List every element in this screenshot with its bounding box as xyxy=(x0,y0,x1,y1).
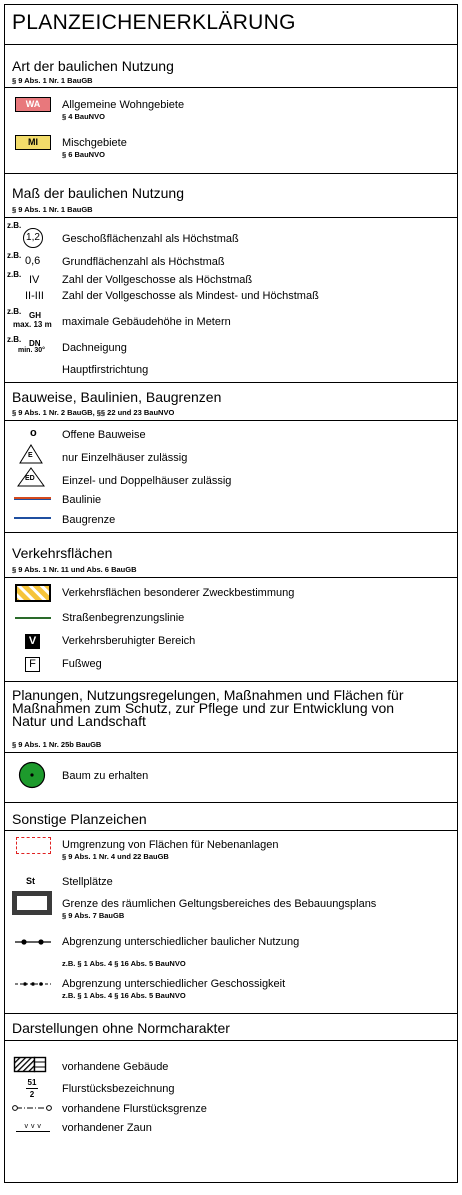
zb-label: z.B. xyxy=(7,270,22,279)
section-law-bauweise: § 9 Abs. 1 Nr. 2 BauGB, §§ 22 und 23 BauNVO xyxy=(12,408,175,417)
dn-symbol: DN xyxy=(29,339,41,348)
legend-item-geltungsbereich xyxy=(62,898,376,920)
zb-label: z.B. xyxy=(7,251,22,260)
vollgeschosse-range-symbol: II-III xyxy=(25,290,44,302)
wa-symbol: WA xyxy=(15,97,51,112)
legend-label-flurstuecksgrenze: vorhandene Flurstücksgrenze xyxy=(62,1103,207,1115)
legend-item-mi xyxy=(62,137,127,159)
divider xyxy=(4,173,458,174)
section-heading-sonstige: Sonstige Planzeichen xyxy=(12,811,147,827)
legend-title: PLANZEICHENERKLÄRUNG xyxy=(12,11,296,34)
legend-sublabel: § 4 BauNVO xyxy=(62,112,105,121)
strassenbegrenzung-line xyxy=(15,617,51,619)
divider xyxy=(4,532,458,533)
legend-label-vollgeschosse: Zahl der Vollgeschosse als Höchstmaß xyxy=(62,274,253,286)
legend-label-nutzungsgrenze: Abgrenzung unterschiedlicher baulicher Nutzung xyxy=(62,936,300,948)
legend-label-hauptfirstrichtung: Hauptfirstrichtung xyxy=(62,364,149,376)
legend-label-gfz: Geschoßflächenzahl als Höchstmaß xyxy=(62,233,239,245)
divider xyxy=(4,420,458,421)
section-heading-ohne-norm: Darstellungen ohne Normcharakter xyxy=(12,1020,230,1036)
legend-label-dachneigung: Dachneigung xyxy=(62,342,127,354)
nutzungsgrenze-line-icon xyxy=(14,937,52,947)
section-heading-mass: Maß der baulichen Nutzung xyxy=(12,185,184,201)
legend-label-gebaeudehoehe: maximale Gebäudehöhe in Metern xyxy=(62,316,231,328)
dn-symbol-sub: min. 30° xyxy=(18,347,45,354)
nebenanlagen-dashed-icon xyxy=(16,837,51,854)
section-law-art: § 9 Abs. 1 Nr. 1 BauGB xyxy=(12,76,93,85)
fussweg-symbol: F xyxy=(25,657,40,672)
legend-sublabel: § 9 Abs. 1 Nr. 4 und 22 BauGB xyxy=(62,852,169,861)
zb-label: z.B. xyxy=(7,307,22,316)
legend-label-gebaeude: vorhandene Gebäude xyxy=(62,1061,169,1073)
flurstuecksgrenze-line-icon xyxy=(12,1103,52,1113)
zb-label: z.B. xyxy=(7,221,22,230)
section-heading-verkehr: Verkehrsflächen xyxy=(12,545,113,561)
legend-sublabel: § 6 BauNVO xyxy=(62,150,105,159)
zb-label: z.B. xyxy=(7,335,22,344)
legend-label-doppelhaeuser: Einzel- und Doppelhäuser zulässig xyxy=(62,475,232,487)
doppelhaeuser-symbol: ED xyxy=(25,475,35,482)
baulinie-line-inner xyxy=(14,499,51,500)
zaun-symbol: v v v xyxy=(16,1123,50,1132)
section-law-mass: § 9 Abs. 1 Nr. 1 BauGB xyxy=(12,205,93,214)
verkehrsberuhigt-symbol: V xyxy=(25,634,40,649)
baugrenze-line xyxy=(14,517,51,519)
gfz-circle-symbol: 1,2 xyxy=(23,228,43,248)
legend-label: Grenze des räumlichen Geltungsbereiches des Bebauungsplans xyxy=(62,898,377,910)
legend-label-einzelhaeuser: nur Einzelhäuser zulässig xyxy=(62,452,188,464)
legend-label-fussweg: Fußweg xyxy=(62,658,102,670)
legend-label-vollgeschosse-range: Zahl der Vollgeschosse als Mindest- und Höchstmaß xyxy=(62,290,319,302)
legend-item-wa xyxy=(62,99,184,121)
section-law-natur: § 9 Abs. 1 Nr. 25b BauGB xyxy=(12,740,102,749)
section-heading-bauweise: Bauweise, Baulinien, Baugrenzen xyxy=(12,389,222,405)
section-law-verkehr: § 9 Abs. 1 Nr. 11 und Abs. 6 BauGB xyxy=(12,565,137,574)
divider xyxy=(4,752,458,753)
legend-label-stellplaetze: Stellplätze xyxy=(62,876,113,888)
legend-label-zaun: vorhandener Zaun xyxy=(62,1122,152,1134)
legend-label-flurstueck: Flurstücksbezeichnung xyxy=(62,1083,175,1095)
legend-label-strassenbegrenzung: Straßenbegrenzungslinie xyxy=(62,612,185,624)
flurstueck-number-top: 51 xyxy=(27,1078,37,1087)
legend-label-offene-bauweise: Offene Bauweise xyxy=(62,429,146,441)
legend-label-verkehrsflaeche: Verkehrsflächen besonderer Zweckbestimmung xyxy=(62,587,295,599)
legend-label-baugrenze: Baugrenze xyxy=(62,514,116,526)
divider xyxy=(4,87,458,88)
divider xyxy=(4,44,458,45)
legend-label-grz: Grundflächenzahl als Höchstmaß xyxy=(62,256,225,268)
divider xyxy=(4,217,458,218)
legend-label: Umgrenzung von Flächen für Nebenanlagen xyxy=(62,839,279,851)
stellplaetze-symbol: St xyxy=(26,876,35,886)
divider xyxy=(4,1013,458,1014)
gh-symbol: GH xyxy=(29,311,41,320)
legend-label: Allgemeine Wohngebiete xyxy=(62,99,185,111)
verkehrsflaeche-hatch-icon xyxy=(15,584,51,602)
legend-item-geschossigkeit xyxy=(62,978,285,1000)
flurstueck-number-bottom: 2 xyxy=(29,1090,35,1099)
gh-symbol-sub: max. 13 m xyxy=(13,320,52,329)
offene-bauweise-symbol: o xyxy=(30,427,37,439)
legend-label-baum: Baum zu erhalten xyxy=(62,770,149,782)
legend-item-nebenanlagen xyxy=(62,839,278,861)
legend-label-verkehrsberuhigt: Verkehrsberuhigter Bereich xyxy=(62,635,196,647)
legend-label: Abgrenzung unterschiedlicher Geschossigkeit xyxy=(62,978,286,990)
geltungsbereich-icon xyxy=(12,891,52,915)
mi-symbol: MI xyxy=(15,135,51,150)
tree-icon xyxy=(18,761,46,789)
vollgeschosse-symbol: IV xyxy=(29,274,40,286)
geschossigkeit-line-icon xyxy=(14,980,52,988)
divider xyxy=(4,681,458,682)
einzelhaeuser-symbol: E xyxy=(28,452,33,459)
legend-sublabel-nutzungsgrenze: z.B. § 1 Abs. 4 § 16 Abs. 5 BauNVO xyxy=(62,959,186,968)
legend-sublabel: z.B. § 1 Abs. 4 § 16 Abs. 5 BauNVO xyxy=(62,991,186,1000)
divider xyxy=(4,382,458,383)
section-heading-natur: Planungen, Nutzungsregelungen, Maßnahmen und Flächen für Maßnahmen zum Schutz, zur Pflege und zur Entwicklung von Natur und Landschaft xyxy=(12,687,404,729)
divider xyxy=(4,802,458,803)
divider xyxy=(4,1040,458,1041)
section-heading-art: Art der baulichen Nutzung xyxy=(12,58,174,74)
grz-symbol: 0,6 xyxy=(25,255,41,267)
legend-label-baulinie: Baulinie xyxy=(62,494,102,506)
divider xyxy=(4,830,458,831)
legend-sublabel: § 9 Abs. 7 BauGB xyxy=(62,911,125,920)
divider xyxy=(4,577,458,578)
legend-label: Mischgebiete xyxy=(62,137,127,149)
building-hatch-icon xyxy=(14,1057,46,1072)
